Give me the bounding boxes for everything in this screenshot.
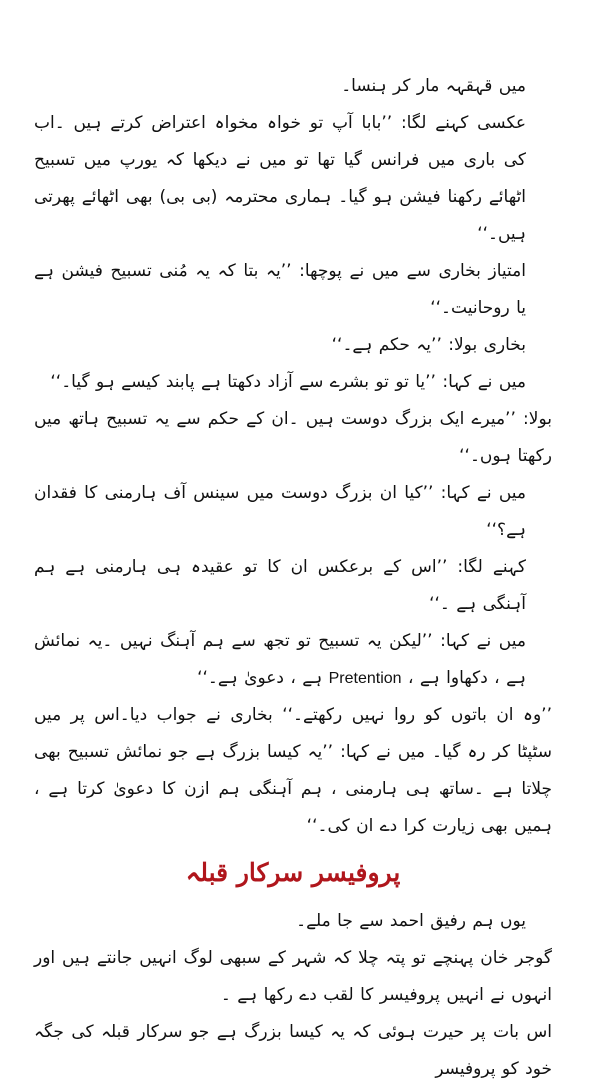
paragraph-display — [34, 623, 552, 697]
paragraph-elder-friend: بولا: ’’میرے ایک بزرگ دوست ہیں ۔ان کے حکم سے یہ تسبیح ہاتھ میں رکھتا ہوں۔‘‘ — [34, 409, 552, 466]
paragraph-harmony-reply: کہنے لگا: ’’اس کے برعکس ان کا تو عقیدہ ہی ہارمنی ہے ہم آہنگی ہے ۔‘‘ — [34, 557, 526, 614]
paragraph-imtiaz-question: امتیاز بخاری سے میں نے پوچھا: ’’یہ بتا کہ یہ مُنی تسبیح فیشن ہے یا روحانیت۔‘‘ — [34, 261, 526, 318]
paragraph-display-text: میں نے کہا: ’’لیکن یہ تسبیح تو تجھ سے ہم آہنگ نہیں ۔یہ نمائش ہے ، دکھاوا ہے ، — [34, 631, 526, 688]
section-heading: پروفیسر سرکار قبلہ — [185, 858, 401, 887]
paragraph-free-question: میں نے کہا: ’’یا تو تو بشرے سے آزاد دکھتا ہے پابند کیسے ہو گیا۔‘‘ — [50, 372, 526, 392]
paragraph-display-end: ہے ، دعویٰ ہے۔‘‘ — [197, 668, 323, 688]
paragraph-met-rafiq: یوں ہم رفیق احمد سے جا ملے۔ — [296, 911, 526, 931]
paragraph-harmony-question: میں نے کہا: ’’کیا ان بزرگ دوست میں سینس آف ہارمنی کا فقدان ہے؟‘‘ — [34, 483, 526, 540]
paragraph-surprise: اس بات پر حیرت ہوئی کہ یہ کیسا بزرگ ہے جو سرکار قبلہ کی جگہ خود کو پروفیسر — [34, 1022, 552, 1079]
paragraph-pilgrimage: ’’وہ ان باتوں کو روا نہیں رکھتے۔‘‘ بخاری نے جواب دیا۔اس پر میں سٹپٹا کر رہ گیا۔ میں نے کہا: ’’یہ کیسا بزرگ ہے جو نمائش تسبیح بھی چلاتا ہے ۔ساتھ ہی ہارمنی ، ہم آہنگی ہم ازن کا دعویٰ کرتا ہے ، ہمیں بھی زیارت کرا دے ان کی۔‘‘ — [34, 705, 552, 836]
paragraph-bukhari-reply: بخاری بولا: ’’یہ حکم ہے۔‘‘ — [331, 335, 526, 355]
paragraph-gujar-khan: گوجر خان پہنچے تو پتہ چلا کہ شہر کے سبھی لوگ انہیں جانتے ہیں اور انہوں نے انہیں پروفیسر کا لقب دے رکھا ہے ۔ — [34, 948, 552, 1005]
pretention-word: Pretention — [328, 670, 402, 687]
paragraph-aksi: عکسی کہنے لگا: ’’بابا آپ تو خواہ مخواہ اعتراض کرتے ہیں ۔اب کی باری میں فرانس گیا تھا تو میں نے دیکھا کہ یورپ میں تسبیح اٹھائے رکھنا فیشن ہو گیا۔ ہماری محترمہ (بی بی) بھی اٹھائے پھرتی ہیں۔‘‘ — [34, 113, 526, 244]
paragraph-laugh: میں قہقہہ مار کر ہنسا۔ — [341, 76, 526, 96]
